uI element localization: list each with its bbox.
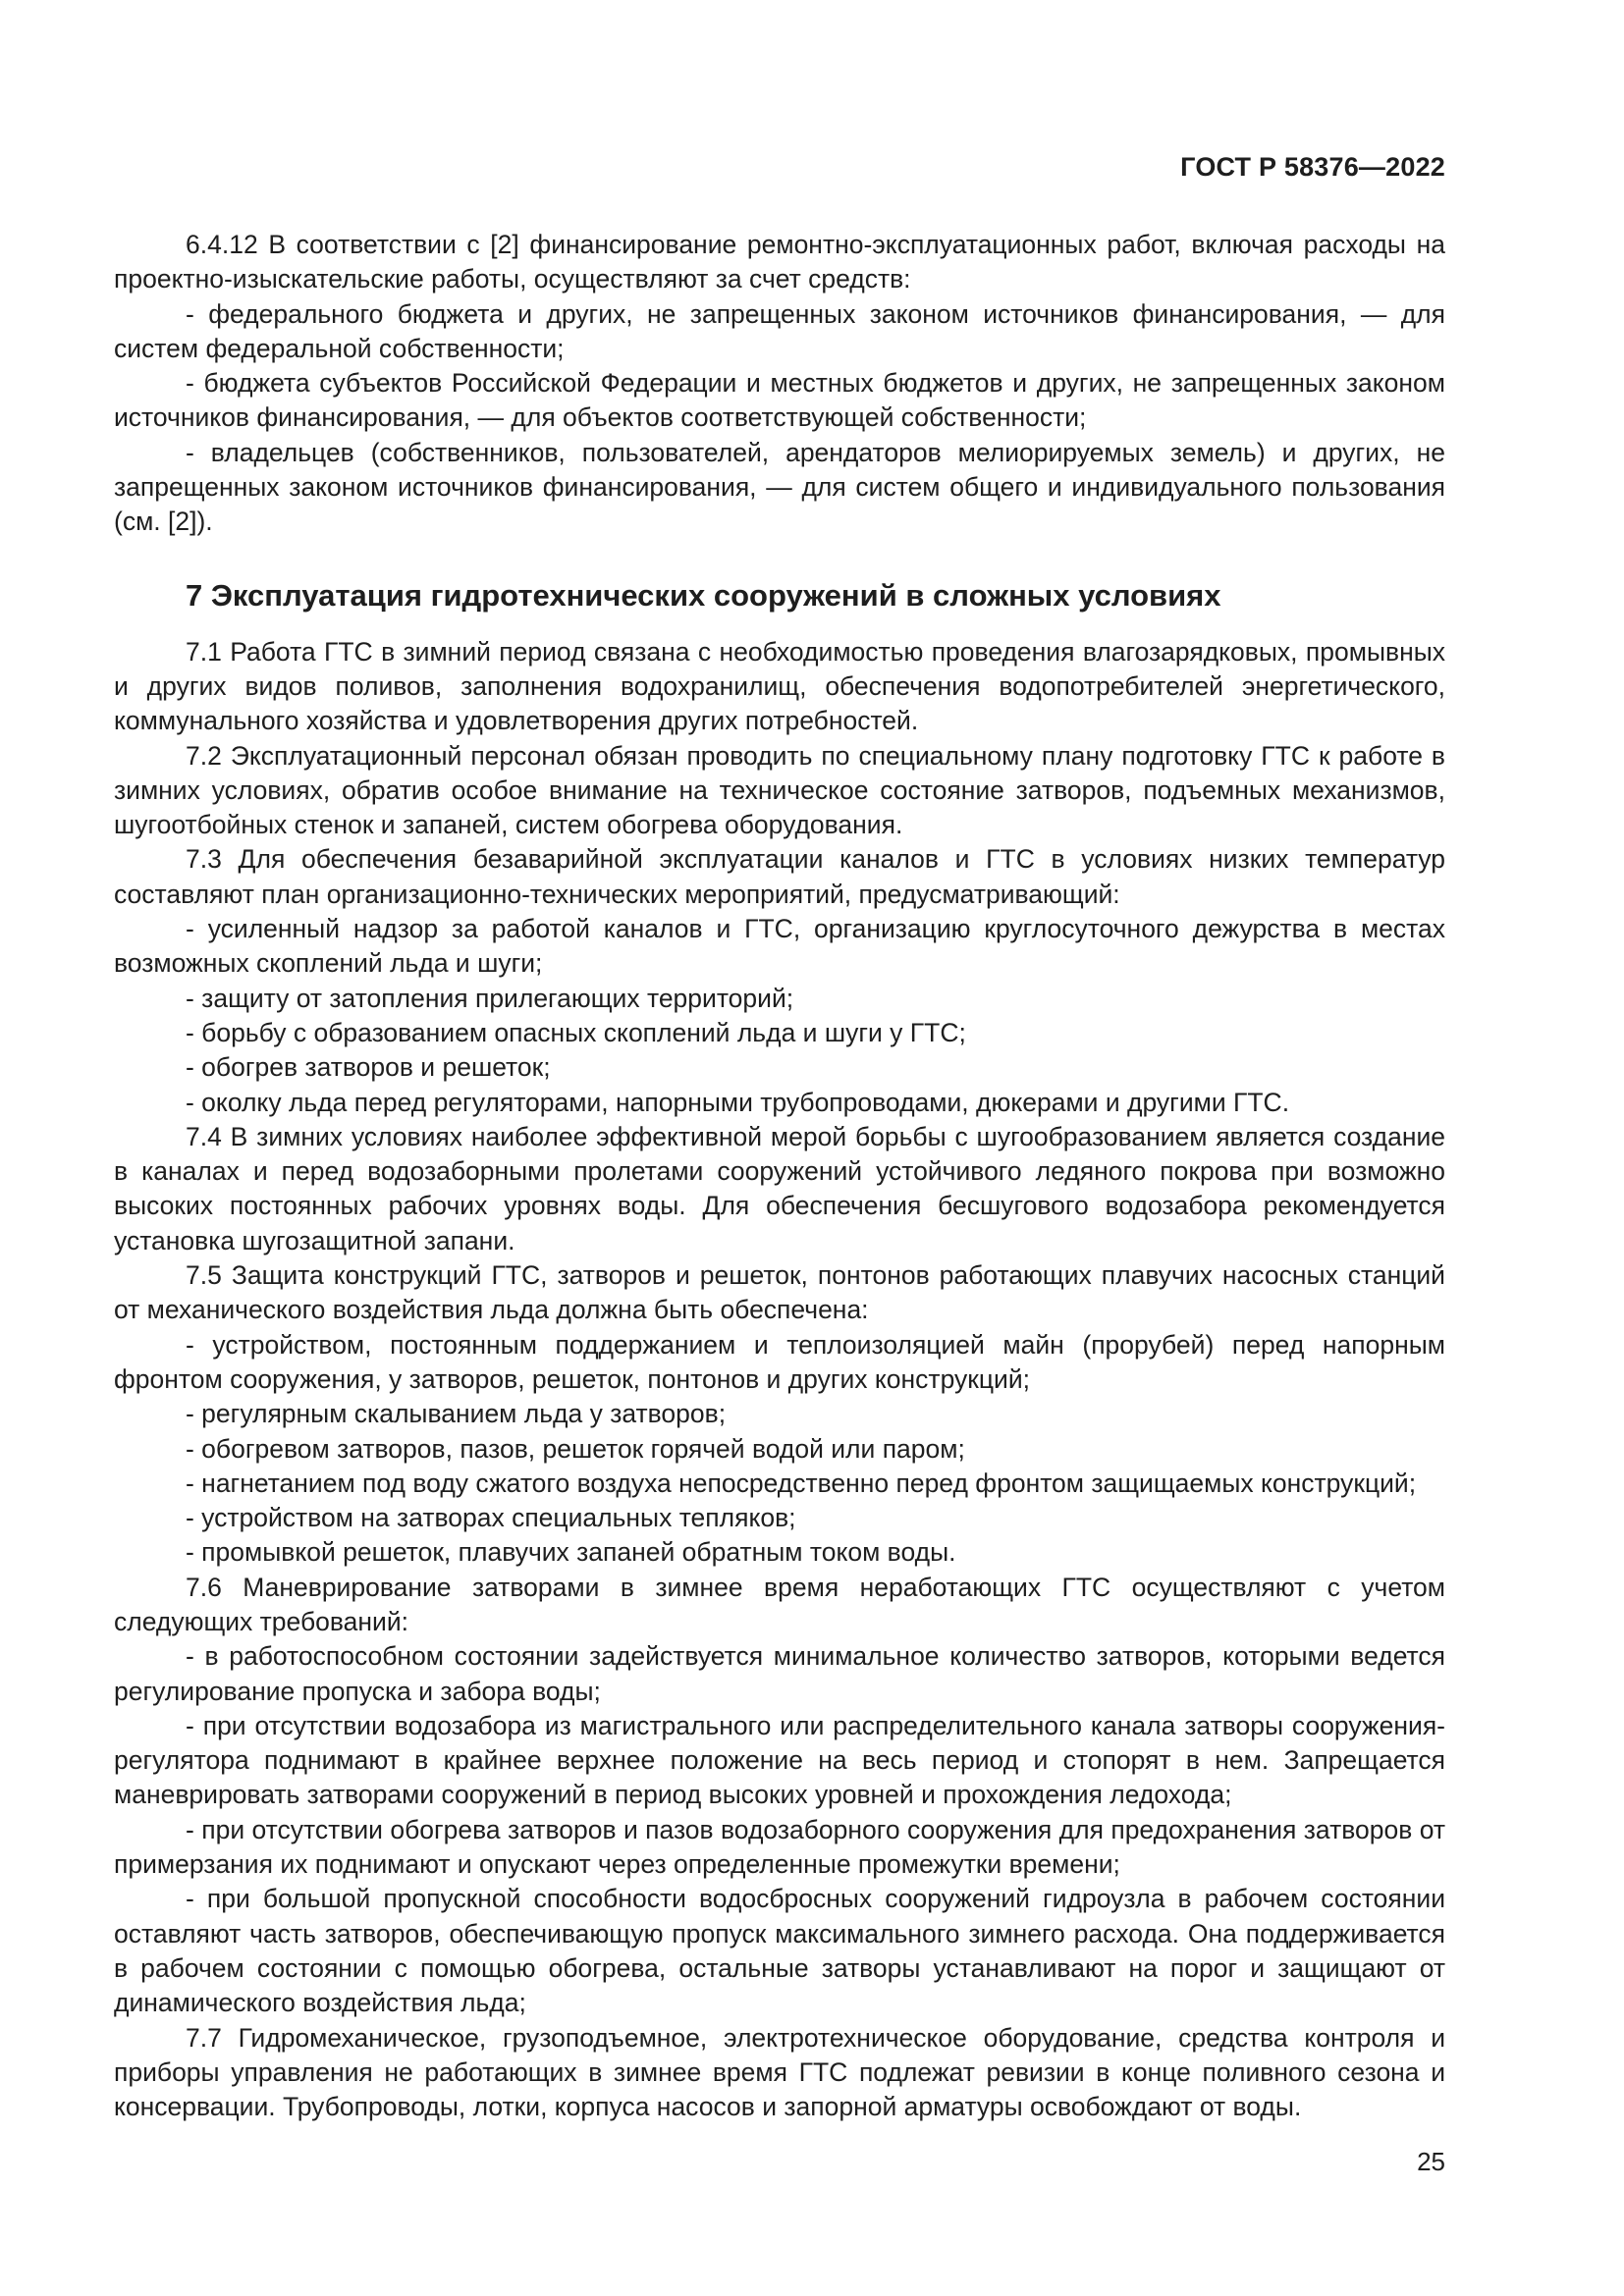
- clause-paragraph: 7.4 В зимних условиях наиболее эффективной мерой борьбы с шугообразованием является создание в каналах и перед водозаборными пролетами сооружений устойчивого ледяного покрова при возможно высоких постоянных рабочих уровнях воды. Для обеспечения бесшугового водозабора рекомендуется установка шугозащитной запани.: [114, 1121, 1445, 1255]
- clause-paragraph: 7.5 Защита конструкций ГТС, затворов и решеток, понтонов работающих плавучих насосных станций от механического воздействия льда должна быть обеспечена:: [114, 1260, 1445, 1325]
- page-number: 25: [1417, 2147, 1445, 2176]
- section-7-body: [114, 635, 1445, 2125]
- clause-paragraph: 6.4.12 В соответствии с [2] финансирование ремонтно-эксплуатационных работ, включая расходы на проектно-изыскательские работы, осуществляют за счет средств:: [114, 230, 1445, 294]
- list-item-paragraph: - при большой пропускной способности водосбросных сооружений гидроузла в рабочем состоянии оставляют часть затворов, обеспечивающую пропуск максимального зимнего расхода. Она поддерживается в рабочем состоянии с помощью обогрева, остальные затворы устанавливают на порог и защищают от динамического воздействия льда;: [114, 1884, 1445, 2018]
- list-item-paragraph: - в работоспособном состоянии задействуется минимальное количество затворов, которыми ведется регулирование пропуска и забора воды;: [114, 1641, 1445, 1706]
- list-item-paragraph: - при отсутствии водозабора из магистрального или распределительного канала затворы сооружения-регулятора поднимают в крайнее верхнее положение на весь период и стопорят в нем. Запрещается маневрировать затворами сооружений в период высоких уровней и прохождения ледохода;: [114, 1710, 1445, 1810]
- clause-paragraph: 7.1 Работа ГТС в зимний период связана с необходимостью проведения влагозарядковых, промывных и других видов поливов, заполнения водохранилищ, обеспечения водопотребителей энергетического, коммунального хозяйства и удовлетворения других потребностей.: [114, 636, 1445, 736]
- list-item-paragraph: - владельцев (собственников, пользователей, арендаторов мелиорируемых земель) и других, не запрещенных законом источников финансирования, — для систем общего и индивидуального пользования (см. [2]).: [114, 437, 1445, 537]
- list-item-paragraph: - бюджета субъектов Российской Федерации и местных бюджетов и других, не запрещенных законом источников финансирования, — для объектов соответствующей собственности;: [114, 368, 1445, 433]
- clause-paragraph: 7.6 Маневрирование затворами в зимнее время неработающих ГТС осуществляют с учетом следующих требований:: [114, 1572, 1445, 1636]
- list-item-paragraph: - борьбу с образованием опасных скоплений льда и шуги у ГТС;: [186, 1017, 966, 1047]
- section-7-heading: 7 Эксплуатация гидротехнических сооружений в сложных условиях: [186, 577, 1221, 613]
- list-item-paragraph: - обогрев затворов и решеток;: [186, 1052, 551, 1083]
- document-body: [114, 228, 1445, 2124]
- document-page: [114, 0, 1445, 2296]
- list-item-paragraph: - обогревом затворов, пазов, решеток горячей водой или паром;: [186, 1433, 965, 1464]
- list-item-paragraph: - федерального бюджета и других, не запрещенных законом источников финансирования, — для систем федеральной собственности;: [114, 298, 1445, 363]
- list-item-paragraph: - защиту от затопления прилегающих территорий;: [186, 983, 794, 1013]
- list-item-paragraph: - околку льда перед регуляторами, напорными трубопроводами, дюкерами и другими ГТС.: [186, 1087, 1290, 1117]
- list-item-paragraph: - промывкой решеток, плавучих запаней обратным током воды.: [186, 1537, 956, 1568]
- list-item-paragraph: - регулярным скалыванием льда у затворов;: [186, 1399, 727, 1429]
- list-item-paragraph: - при отсутствии обогрева затворов и пазов водозаборного сооружения для предохранения затворов от примерзания их поднимают и опускают через определенные промежутки времени;: [114, 1814, 1445, 1880]
- clause-paragraph: 7.2 Эксплуатационный персонал обязан проводить по специальному плану подготовку ГТС к работе в зимних условиях, обратив особое внимание на техническое состояние затворов, подъемных механизмов, шугоотбойных стенок и запаней, систем обогрева оборудования.: [114, 740, 1445, 840]
- document-code: ГОСТ Р 58376—2022: [1180, 152, 1445, 182]
- list-item-paragraph: - устройством, постоянным поддержанием и теплоизоляцией майн (прорубей) перед напорным фронтом сооружения, у затворов, решеток, понтонов и других конструкций;: [114, 1329, 1445, 1394]
- list-item-paragraph: - усиленный надзор за работой каналов и ГТС, организацию круглосуточного дежурства в местах возможных скоплений льда и шуги;: [114, 914, 1445, 979]
- section-6-clause-6-4-12: [114, 228, 1445, 540]
- list-item-paragraph: - нагнетанием под воду сжатого воздуха непосредственно перед фронтом защищаемых конструкций;: [186, 1468, 1417, 1498]
- clause-paragraph: 7.3 Для обеспечения безаварийной эксплуатации каналов и ГТС в условиях низких температур составляют план организационно-технических мероприятий, предусматривающий:: [114, 844, 1445, 909]
- clause-paragraph: 7.7 Гидромеханическое, грузоподъемное, электротехническое оборудование, средства контроля и приборы управления не работающих в зимнее время ГТС подлежат ревизии в конце поливного сезона и консервации. Трубопроводы, лотки, корпуса насосов и запорной арматуры освобождают от воды.: [114, 2022, 1445, 2122]
- list-item-paragraph: - устройством на затворах специальных тепляков;: [186, 1503, 796, 1533]
